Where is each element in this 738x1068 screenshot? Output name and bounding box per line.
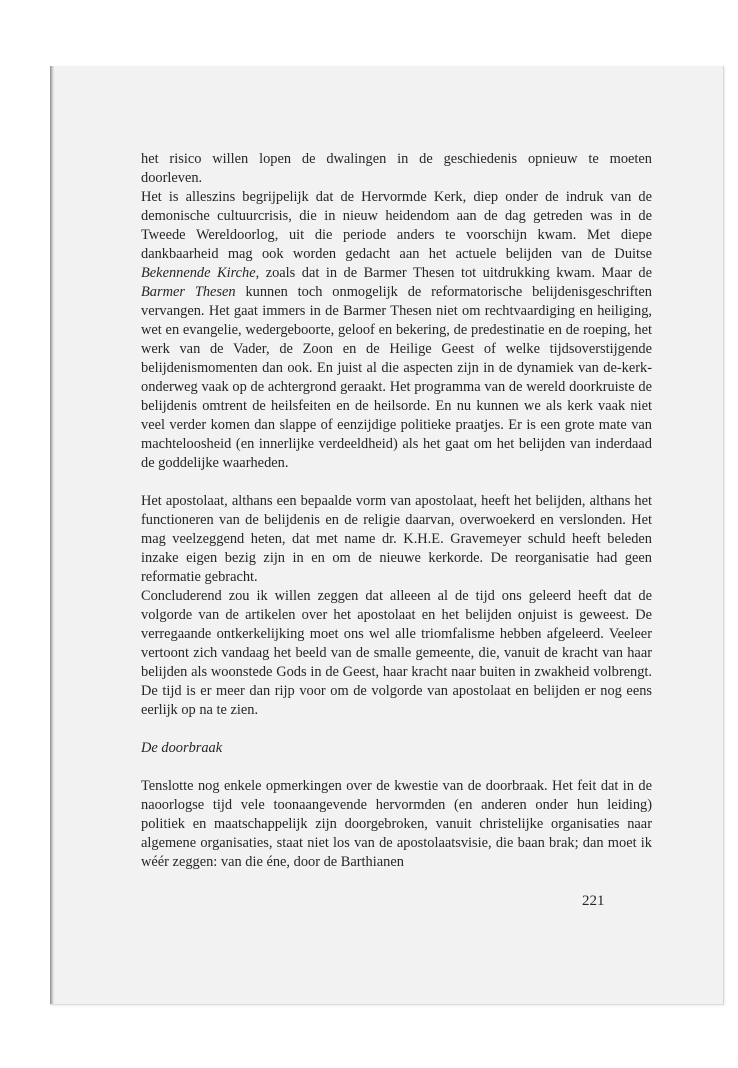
intro-line-1: het risico willen lopen de dwalingen in de geschiedenis opnieuw te moeten	[141, 151, 652, 167]
book-spine-shadow	[50, 66, 54, 1004]
paragraph-hervormde-kerk	[141, 188, 652, 473]
para2-start: Het is alleszins begrijpelijk dat de Hervormde Kerk, diep onder de indruk van de demonische cultuurcrisis, die in nieuw heidendom aan de dag getreden was in de Tweede Wereldoorlog, uit die periode anders te voorschijn kwam. Met diepe dankbaarheid mag ook worden gedacht aan het actuele belijden van de Duitse	[141, 189, 652, 262]
intro-line-2: doorleven.	[141, 170, 203, 186]
paragraph-gap	[141, 758, 652, 777]
para2-italic-barmer-thesen: Barmer Thesen	[141, 284, 236, 300]
paragraph-gap	[141, 473, 652, 492]
body-text	[141, 150, 652, 872]
paragraph-gap	[141, 720, 652, 739]
paragraph-apostolaat: Het apostolaat, althans een bepaalde vorm van apostolaat, heeft het belijden, althans het functioneren van de belijdenis en de religie daarvan, overwoekerd en verslonden. Het mag veelzeggend heten, dat met name dr. K.H.E. Gravemeyer schuld heeft beleden inzake eigen bezig zijn in en om de nieuwe kerkorde. De reorganisatie had geen reformatie gebracht.	[141, 493, 652, 585]
page-number: 221	[582, 893, 605, 909]
para2-middle: , zoals dat in de Barmer Thesen tot uitdrukking kwam. Maar de	[255, 265, 652, 281]
paragraph-doorbraak: Tenslotte nog enkele opmerkingen over de kwestie van de doorbraak. Het feit dat in de naoorlogse tijd vele toonaangevende hervormden (en anderen onder hun leiding) politiek en maatschappelijk zijn doorgebroken, vanuit christelijke organisaties naar algemene organisaties, staat niet los van de apostolaatsvisie, die baan brak; dan moet ik wéér zeggen: van die éne, door de Barthianen	[141, 778, 652, 870]
paragraph-intro	[141, 150, 652, 188]
section-heading: De doorbraak	[141, 740, 223, 756]
paragraph-concluderend: Concluderend zou ik willen zeggen dat alleeen al de tijd ons geleerd heeft dat de volgorde van de artikelen over het apostolaat en het belijden onjuist is geweest. De verregaande ontkerkelijking moet ons wel alle triomfalisme hebben afgeleerd. Veeleer vertoont zich vandaag het beeld van de smalle gemeente, die, vanuit de kracht van haar belijden als woonstede Gods in de Geest, haar kracht naar buiten in zwakheid volbrengt. De tijd is er meer dan rijp voor om de volgorde van apostolaat en belijden er nog eens eerlijk op na te zien.	[141, 588, 652, 718]
para2-italic-bekennende-kirche: Bekennende Kirche	[141, 265, 256, 281]
para2-end: kunnen toch onmogelijk de reformatorische belijdenisgeschriften vervangen. Het gaat immers in de Barmer Thesen niet om rechtvaardiging en heiliging, wet en evangelie, wedergeboorte, geloof en bekering, de predestinatie en de roeping, het werk van de Vader, de Zoon en de Heilige Geest of welke tijdsoverstijgende belijdenismomenten dan ook. En juist al die aspecten zijn in de dynamiek van de-kerk-onderweg vaak op de achtergrond geraakt. Het programma van de wereld doorkruiste de belijdenis omtrent de heilsfeiten en de heilsorde. En nu kunnen we als kerk vaak niet veel verder komen dan slappe of eenzijdige politieke praatjes. Er is een grote mate van machteloosheid (en innerlijke verdeeldheid) als het gaat om het belijden van inderdaad de goddelijke waarheden.	[141, 284, 652, 471]
